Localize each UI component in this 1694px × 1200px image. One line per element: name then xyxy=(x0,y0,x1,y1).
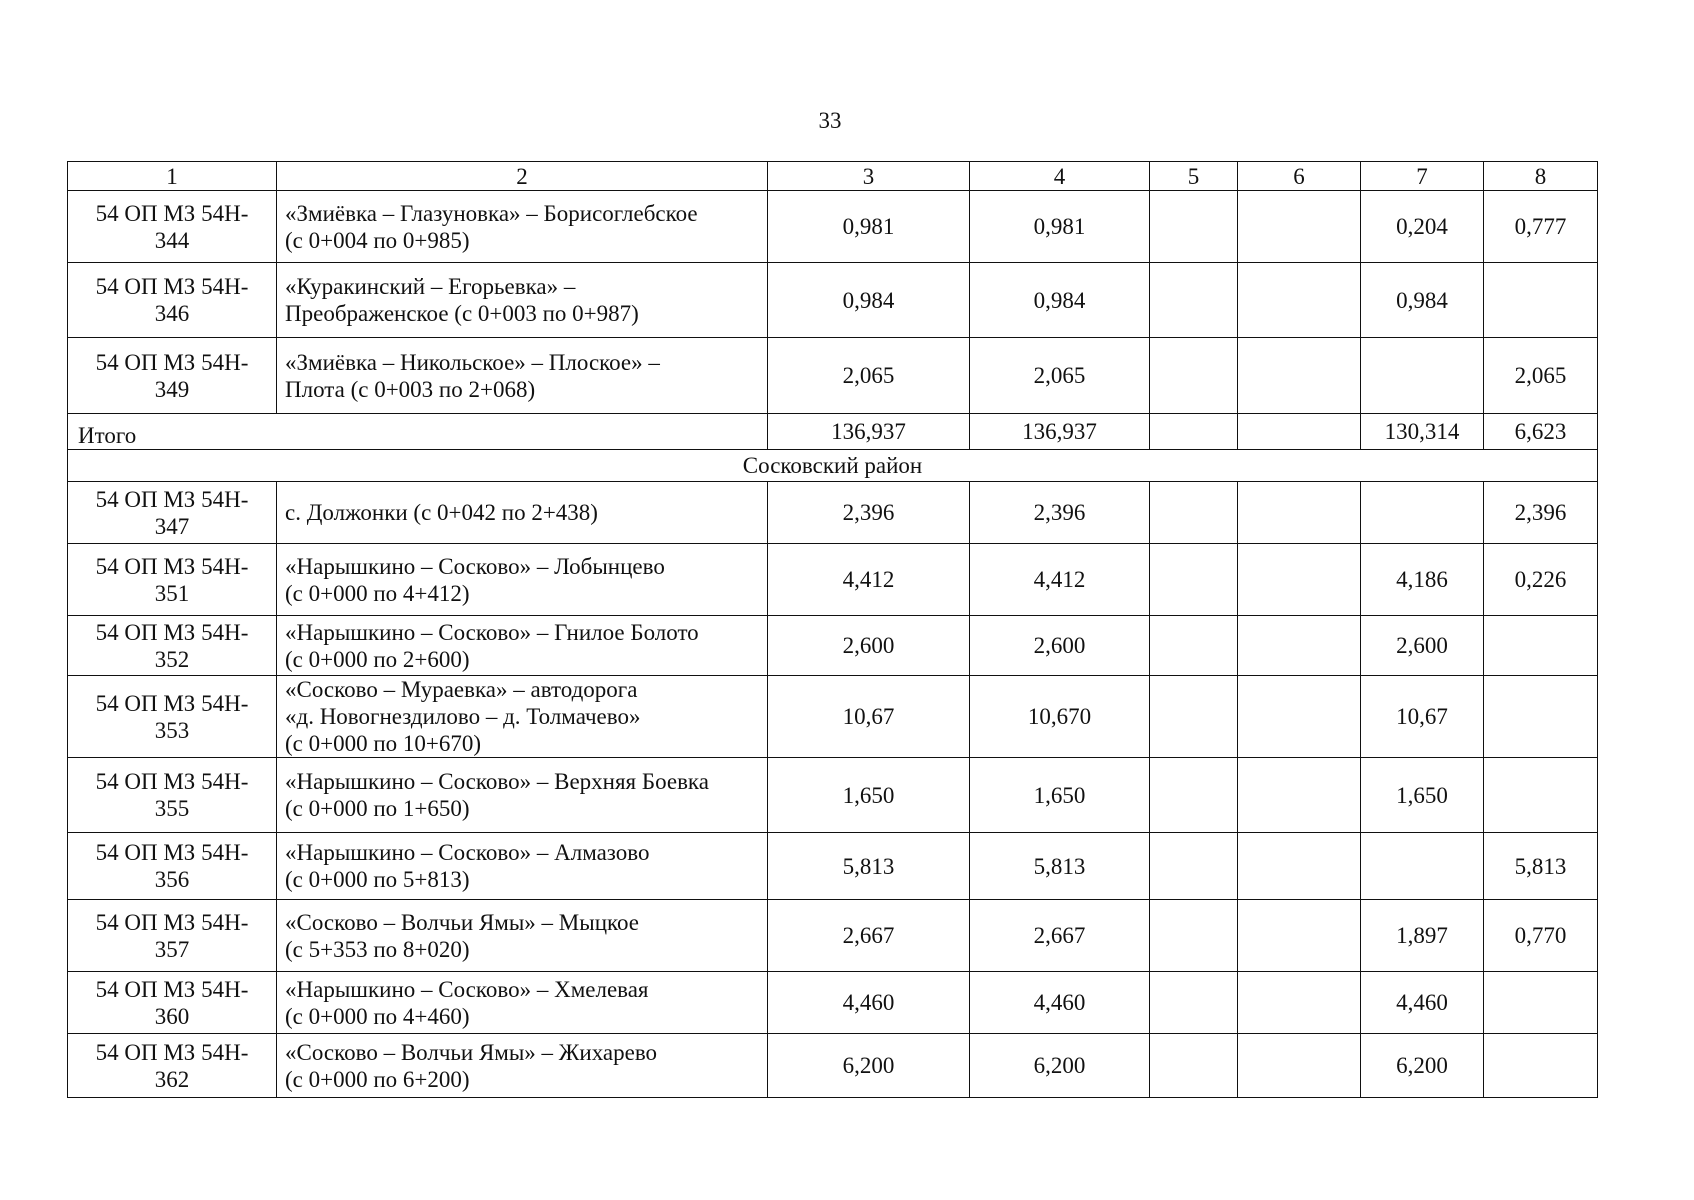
value-cell-8 xyxy=(1484,758,1598,833)
value-cell-5 xyxy=(1150,338,1238,414)
value-cell-5 xyxy=(1150,758,1238,833)
value-cell-8: 2,396 xyxy=(1484,482,1598,544)
value-cell-8: 0,226 xyxy=(1484,544,1598,616)
value-cell-4: 2,065 xyxy=(970,338,1150,414)
value-cell-7: 4,460 xyxy=(1361,972,1484,1034)
value-cell-6 xyxy=(1238,758,1361,833)
value-cell-5 xyxy=(1150,482,1238,544)
value-cell-5 xyxy=(1150,833,1238,900)
value-cell-7: 4,186 xyxy=(1361,544,1484,616)
road-name-cell: «Змиёвка – Никольское» – Плоское» – Плота (с 0+003 по 2+068) xyxy=(277,338,768,414)
column-header-4: 4 xyxy=(970,162,1150,191)
column-header-3: 3 xyxy=(768,162,970,191)
value-cell-8 xyxy=(1484,676,1598,758)
value-cell-4: 2,396 xyxy=(970,482,1150,544)
value-cell-8: 0,770 xyxy=(1484,900,1598,972)
value-cell-7 xyxy=(1361,833,1484,900)
road-name-cell: «Сосково – Волчьи Ямы» – Мыцкое (с 5+353 по 8+020) xyxy=(277,900,768,972)
table-row xyxy=(68,972,1598,1034)
value-cell-5 xyxy=(1150,616,1238,676)
road-code-cell: 54 ОП МЗ 54Н- 355 xyxy=(68,758,277,833)
value-cell-3: 2,667 xyxy=(768,900,970,972)
value-cell-3: 2,396 xyxy=(768,482,970,544)
table-row xyxy=(68,544,1598,616)
value-cell-7: 0,204 xyxy=(1361,191,1484,263)
value-cell-6 xyxy=(1238,263,1361,338)
column-header-2: 2 xyxy=(277,162,768,191)
road-name-cell: «Нарышкино – Сосково» – Верхняя Боевка (с 0+000 по 1+650) xyxy=(277,758,768,833)
total-value-4: 136,937 xyxy=(970,414,1150,450)
value-cell-3: 2,600 xyxy=(768,616,970,676)
total-row xyxy=(68,414,1598,450)
value-cell-7: 1,897 xyxy=(1361,900,1484,972)
value-cell-4: 4,412 xyxy=(970,544,1150,616)
value-cell-4: 4,460 xyxy=(970,972,1150,1034)
value-cell-3: 6,200 xyxy=(768,1034,970,1098)
value-cell-7: 2,600 xyxy=(1361,616,1484,676)
value-cell-3: 0,981 xyxy=(768,191,970,263)
road-code-cell: 54 ОП МЗ 54Н- 353 xyxy=(68,676,277,758)
road-name-cell: с. Должонки (с 0+042 по 2+438) xyxy=(277,482,768,544)
value-cell-5 xyxy=(1150,191,1238,263)
table-row xyxy=(68,1034,1598,1098)
value-cell-3: 2,065 xyxy=(768,338,970,414)
value-cell-3: 4,412 xyxy=(768,544,970,616)
table-row xyxy=(68,338,1598,414)
total-value-8: 6,623 xyxy=(1484,414,1598,450)
value-cell-4: 2,667 xyxy=(970,900,1150,972)
total-label: Итого xyxy=(68,414,768,450)
road-name-cell: «Змиёвка – Глазуновка» – Борисоглебское (с 0+004 по 0+985) xyxy=(277,191,768,263)
value-cell-7: 10,67 xyxy=(1361,676,1484,758)
road-code-cell: 54 ОП МЗ 54Н- 360 xyxy=(68,972,277,1034)
value-cell-6 xyxy=(1238,616,1361,676)
value-cell-6 xyxy=(1238,972,1361,1034)
value-cell-6 xyxy=(1238,544,1361,616)
table-row xyxy=(68,833,1598,900)
value-cell-4: 2,600 xyxy=(970,616,1150,676)
value-cell-6 xyxy=(1238,900,1361,972)
value-cell-7: 0,984 xyxy=(1361,263,1484,338)
page-number: 33 xyxy=(818,108,842,133)
road-name-cell: «Нарышкино – Сосково» – Алмазово (с 0+000 по 5+813) xyxy=(277,833,768,900)
total-value-3: 136,937 xyxy=(768,414,970,450)
road-name-cell: «Куракинский – Егорьевка» – Преображенское (с 0+003 по 0+987) xyxy=(277,263,768,338)
roads-table xyxy=(67,161,1598,1098)
value-cell-3: 0,984 xyxy=(768,263,970,338)
column-header-1: 1 xyxy=(68,162,277,191)
value-cell-8 xyxy=(1484,263,1598,338)
value-cell-7: 1,650 xyxy=(1361,758,1484,833)
value-cell-8 xyxy=(1484,972,1598,1034)
road-code-cell: 54 ОП МЗ 54Н- 356 xyxy=(68,833,277,900)
table-row xyxy=(68,758,1598,833)
value-cell-3: 4,460 xyxy=(768,972,970,1034)
road-code-cell: 54 ОП МЗ 54Н- 357 xyxy=(68,900,277,972)
value-cell-7 xyxy=(1361,338,1484,414)
value-cell-3: 10,67 xyxy=(768,676,970,758)
table-row xyxy=(68,676,1598,758)
table-row xyxy=(68,191,1598,263)
value-cell-6 xyxy=(1238,482,1361,544)
header-row xyxy=(68,162,1598,191)
road-code-cell: 54 ОП МЗ 54Н- 351 xyxy=(68,544,277,616)
value-cell-8: 5,813 xyxy=(1484,833,1598,900)
total-value-6 xyxy=(1238,414,1361,450)
table-row xyxy=(68,900,1598,972)
value-cell-6 xyxy=(1238,833,1361,900)
value-cell-5 xyxy=(1150,1034,1238,1098)
value-cell-7: 6,200 xyxy=(1361,1034,1484,1098)
value-cell-5 xyxy=(1150,263,1238,338)
value-cell-5 xyxy=(1150,544,1238,616)
value-cell-6 xyxy=(1238,676,1361,758)
value-cell-4: 6,200 xyxy=(970,1034,1150,1098)
road-name-cell: «Нарышкино – Сосково» – Лобынцево (с 0+000 по 4+412) xyxy=(277,544,768,616)
road-name-cell: «Нарышкино – Сосково» – Хмелевая (с 0+000 по 4+460) xyxy=(277,972,768,1034)
value-cell-4: 5,813 xyxy=(970,833,1150,900)
value-cell-7 xyxy=(1361,482,1484,544)
road-code-cell: 54 ОП МЗ 54Н- 362 xyxy=(68,1034,277,1098)
value-cell-4: 1,650 xyxy=(970,758,1150,833)
column-header-5: 5 xyxy=(1150,162,1238,191)
total-value-5 xyxy=(1150,414,1238,450)
value-cell-3: 5,813 xyxy=(768,833,970,900)
value-cell-5 xyxy=(1150,900,1238,972)
value-cell-6 xyxy=(1238,1034,1361,1098)
column-header-8: 8 xyxy=(1484,162,1598,191)
table-row xyxy=(68,263,1598,338)
road-code-cell: 54 ОП МЗ 54Н- 349 xyxy=(68,338,277,414)
total-value-7: 130,314 xyxy=(1361,414,1484,450)
column-header-7: 7 xyxy=(1361,162,1484,191)
value-cell-5 xyxy=(1150,676,1238,758)
road-name-cell: «Нарышкино – Сосково» – Гнилое Болото (с 0+000 по 2+600) xyxy=(277,616,768,676)
road-code-cell: 54 ОП МЗ 54Н- 344 xyxy=(68,191,277,263)
value-cell-8 xyxy=(1484,1034,1598,1098)
table-body xyxy=(68,162,1598,1098)
road-name-cell: «Сосково – Мураевка» – автодорога «д. Новогнездилово – д. Толмачево» (с 0+000 по 10+670) xyxy=(277,676,768,758)
value-cell-8: 2,065 xyxy=(1484,338,1598,414)
district-heading: Сосковский район xyxy=(68,450,1598,482)
value-cell-3: 1,650 xyxy=(768,758,970,833)
value-cell-5 xyxy=(1150,972,1238,1034)
road-code-cell: 54 ОП МЗ 54Н- 352 xyxy=(68,616,277,676)
value-cell-8 xyxy=(1484,616,1598,676)
table-row xyxy=(68,482,1598,544)
road-code-cell: 54 ОП МЗ 54Н- 346 xyxy=(68,263,277,338)
table-row xyxy=(68,616,1598,676)
road-code-cell: 54 ОП МЗ 54Н- 347 xyxy=(68,482,277,544)
value-cell-4: 10,670 xyxy=(970,676,1150,758)
district-row xyxy=(68,450,1598,482)
road-name-cell: «Сосково – Волчьи Ямы» – Жихарево (с 0+000 по 6+200) xyxy=(277,1034,768,1098)
value-cell-8: 0,777 xyxy=(1484,191,1598,263)
value-cell-4: 0,984 xyxy=(970,263,1150,338)
column-header-6: 6 xyxy=(1238,162,1361,191)
value-cell-6 xyxy=(1238,191,1361,263)
value-cell-4: 0,981 xyxy=(970,191,1150,263)
value-cell-6 xyxy=(1238,338,1361,414)
